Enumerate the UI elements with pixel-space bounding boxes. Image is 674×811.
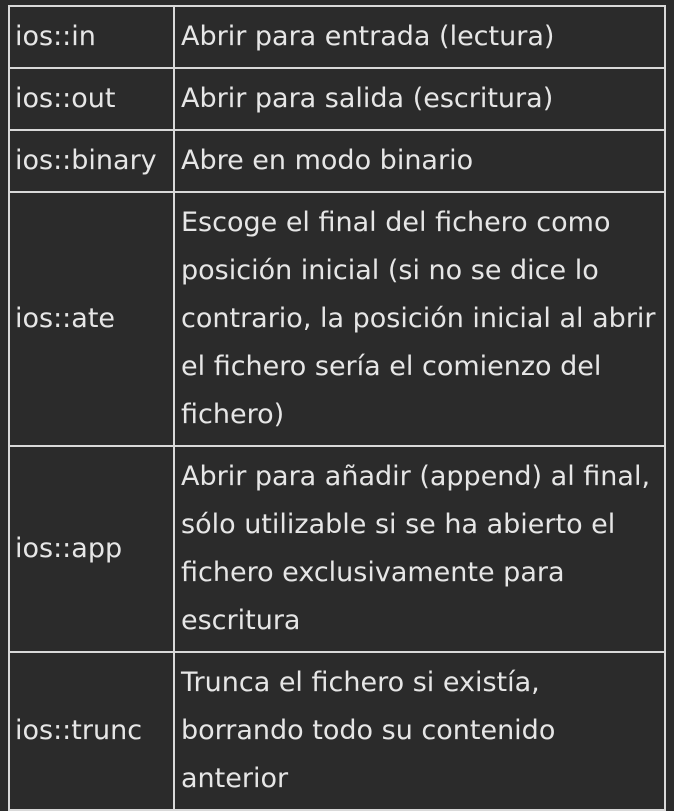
table-row	[9, 446, 665, 652]
flag-name: ios::out	[9, 68, 174, 130]
flag-description: Abrir para añadir (append) al final, sólo utilizable si se ha abierto el fichero exclusivamente para escritura	[174, 446, 665, 652]
flag-description: Abrir para entrada (lectura)	[174, 6, 665, 68]
table-row	[9, 652, 665, 810]
flag-name: ios::binary	[9, 130, 174, 192]
flag-description: Escoge el final del fichero como posición inicial (si no se dice lo contrario, la posición inicial al abrir el fichero sería el comienzo del fichero)	[174, 192, 665, 446]
flag-description: Abre en modo binario	[174, 130, 665, 192]
table-row	[9, 130, 665, 192]
table-row	[9, 6, 665, 68]
ios-flags-table	[8, 5, 666, 811]
flag-name: ios::in	[9, 6, 174, 68]
table-row	[9, 192, 665, 446]
flag-name: ios::app	[9, 446, 174, 652]
flag-name: ios::trunc	[9, 652, 174, 810]
flag-description: Trunca el fichero si existía, borrando todo su contenido anterior	[174, 652, 665, 810]
flag-description: Abrir para salida (escritura)	[174, 68, 665, 130]
flag-name: ios::ate	[9, 192, 174, 446]
table-row	[9, 68, 665, 130]
